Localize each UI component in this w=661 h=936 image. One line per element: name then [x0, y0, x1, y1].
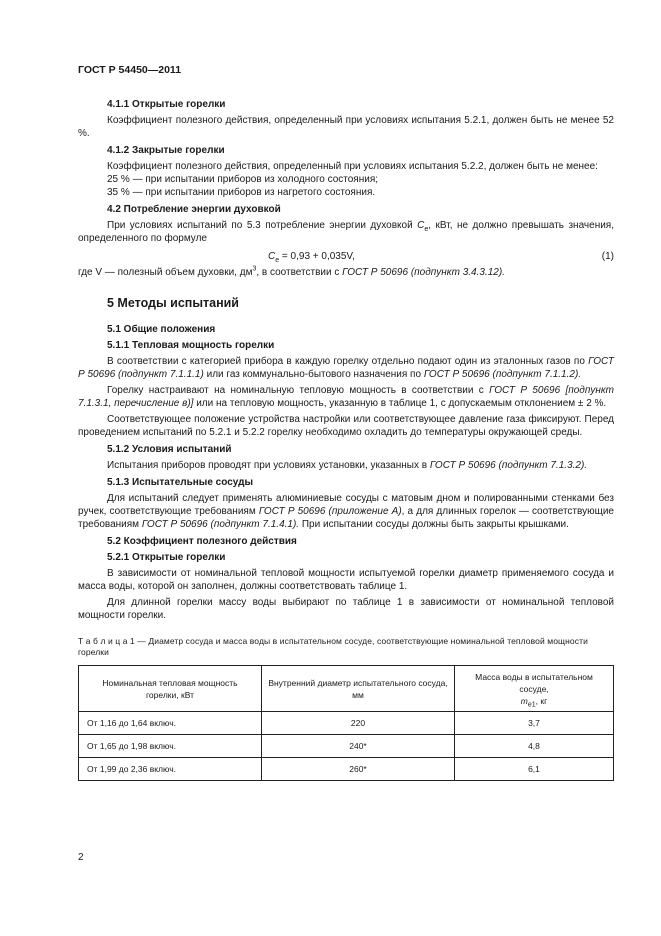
formula-number: (1): [601, 251, 614, 262]
section-5-1-3-title: 5.1.3 Испытательные сосуды: [107, 477, 253, 488]
section-5-1-1-para1: В соответствии с категорией прибора в каждую горелку отдельно подают один из эталонных газов по ГОСТ Р 50696 (подпункт 7.1.1.1) или газ коммунально-бытового назначения по ГОСТ Р 50696 (подпункт 7.1.1.2).: [78, 356, 614, 380]
section-5-1-3-text: Для испытаний следует применять алюминиевые сосуды с матовым дном и полированными стенками без ручек, соответствующие требованиям ГОСТ Р 50696 (приложение А), а для длинных горелок — соответствующие требованиям ГОСТ Р 50696 (подпункт 7.1.4.1). При испытании сосуды должны быть закрыты крышками.: [78, 493, 614, 530]
document-header: ГОСТ Р 54450—2011: [78, 64, 182, 76]
section-5-1-1-title: 5.1.1 Тепловая мощность горелки: [107, 340, 275, 351]
table-cell-power: От 1,65 до 1,98 включ.: [79, 735, 262, 758]
data-table: [78, 665, 614, 781]
section-4-1-2-title: 4.1.2 Закрытые горелки: [107, 145, 225, 156]
column-header-mass: Масса воды в испытательном сосуде, $m_{e1}$, кг: [455, 666, 614, 712]
table-row: [79, 758, 614, 781]
list-item-hot: 35 % — при испытании приборов из нагретого состояния.: [107, 187, 376, 198]
column-header-diameter: Внутренний диаметр испытательного сосуда, мм: [262, 666, 455, 712]
table-cell-power: От 1,16 до 1,64 включ.: [79, 712, 262, 735]
section-5-title: 5 Методы испытаний: [107, 296, 239, 310]
table-cell-diameter: 260*: [262, 758, 455, 781]
table-cell-mass: 3,7: [455, 712, 614, 735]
list-item-cold: 25 % — при испытании приборов из холодного состояния;: [107, 174, 379, 185]
section-5-1-1-para2: Горелку настраивают на номинальную тепловую мощность в соответствии с ГОСТ Р 50696 [подпункт 7.1.3.1, перечисление в)] или на тепловую мощность, указанную в таблице 1, с допускаемым отклонением ± 2 %.: [78, 385, 614, 409]
section-4-1-1-text: Коэффициент полезного действия, определенный при условиях испытания 5.2.1, должен быть не менее 52 %.: [78, 115, 614, 139]
formula-explanation: где V — полезный объем духовки, $дм^3$, в соответствии с ГОСТ Р 50696 (подпункт 3.4.3.12).: [78, 265, 505, 278]
document-page: [78, 64, 614, 781]
section-4-2-title: 4.2 Потребление энергии духовкой: [107, 204, 281, 215]
section-5-1-title: 5.1 Общие положения: [107, 324, 216, 335]
section-5-2-1-para2: Для длинной горелки массу воды выбирают по таблице 1 в зависимости от номинальной тепловой мощности горелки.: [78, 597, 614, 621]
section-4-1-1-title: 4.1.1 Открытые горелки: [107, 99, 226, 110]
section-5-1-1-para3: Соответствующее положение устройства настройки или соответствующее давление газа фиксируют. Перед проведением испытаний по 5.2.1 и 5.2.2 горелку необходимо охладить до температуры окружающей среды.: [78, 414, 614, 438]
column-header-power: Номинальная тепловая мощность горелки, кВт: [79, 666, 262, 712]
table-cell-power: От 1,99 до 2,36 включ.: [79, 758, 262, 781]
section-5-2-title: 5.2 Коэффициент полезного действия: [107, 536, 297, 547]
section-5-2-1-para1: В зависимости от номинальной тепловой мощности испытуемой горелки диаметр применяемого сосуда и масса воды, которой он заполнен, должны соответствовать таблице 1.: [78, 568, 614, 592]
section-5-1-2-text: Испытания приборов проводят при условиях установки, указанных в ГОСТ Р 50696 (подпункт 7.1.3.2).: [107, 460, 588, 471]
table-cell-mass: 4,8: [455, 735, 614, 758]
section-5-2-1-title: 5.2.1 Открытые горелки: [107, 552, 226, 563]
table-cell-diameter: 240*: [262, 735, 455, 758]
page-number: 2: [78, 852, 84, 863]
section-4-2-text: При условиях испытаний по 5.3 потребление энергии духовкой $C_e$, кВт, не должно превышать значения, определенного по формуле: [78, 220, 614, 244]
table-header-row: [79, 666, 614, 712]
table-row: [79, 735, 614, 758]
table-cell-mass: 6,1: [455, 758, 614, 781]
table-cell-diameter: 220: [262, 712, 455, 735]
formula-1: [78, 250, 614, 264]
section-4-1-2-text: Коэффициент полезного действия, определенный при условиях испытания 5.2.2, должен быть не менее:: [107, 161, 598, 172]
table-row: [79, 712, 614, 735]
section-5-1-2-title: 5.1.2 Условия испытаний: [107, 444, 232, 455]
formula-expression: $C_e = 0,93 + 0,035V$,: [268, 251, 355, 264]
table-caption: Т а б л и ц а 1 — Диаметр сосуда и масса воды в испытательном сосуде, соответствующие номинальной тепловой мощности горелки: [78, 636, 588, 657]
